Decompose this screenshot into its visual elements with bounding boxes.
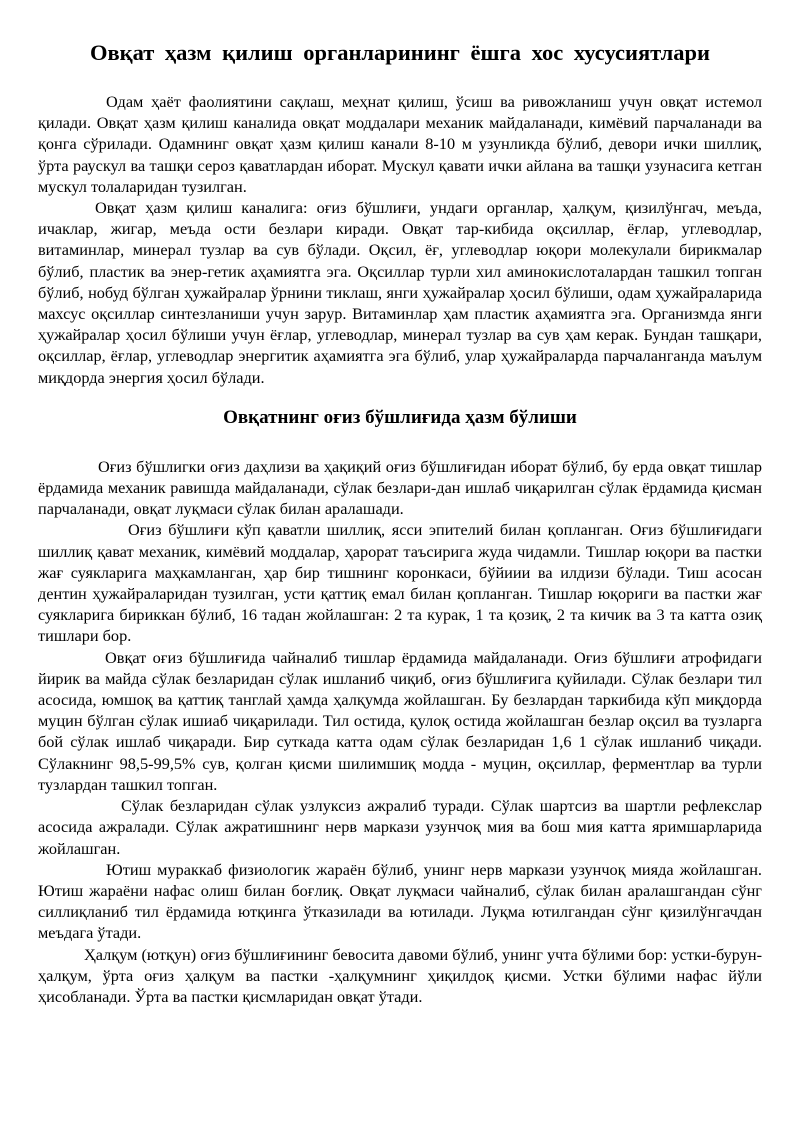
section-paragraph-5: Ютиш мураккаб физиологик жараён бўлиб, унинг нерв маркази узунчоқ мияда жойлашган. Ютиш жараёни нафас олиш билан боғлиқ. Овқат луқмаси чайналиб, сўлак билан аралашгандан сўнг силлиқланиб тил ёрдамида ютқинга ўтказилади ва ютилади. Луқма ютилгандан сўнг қизилўнгачдан меъдага ўтади. [38,859,762,943]
section-paragraph-4: Сўлак безларидан сўлак узлуксиз ажралиб туради. Сўлак шартсиз ва шартли рефлекслар асосида ажралади. Сўлак ажратишнинг нерв маркази узунчоқ мия ва бош мия катта яримшарларида жойлашган. [38,796,762,858]
section-heading: Овқатнинг оғиз бўшлиғида ҳазм бўлиши [223,406,577,428]
intro-paragraph-2: Овқат ҳазм қилиш каналига: оғиз бўшлиғи, ундаги органлар, ҳалқум, қизилўнгач, меъда, ичаклар, жигар, меъда ости безлари киради. Овқат тар-кибида оқсиллар, ёғлар, углеводлар, витаминлар, минерал тузлар ва сув бўлади. Оқсил, ёғ, углеводлар юқори молекулали бирикмалар бўлиб, пластик ва энер-гетик аҳамиятга эга. Оқсиллар турли хил аминокислоталардан ташкил топган бўлиб, нобуд бўлган ҳужайралар ўрнини тиклаш, янги ҳужайралар ҳосил бўлиши, одам ҳужайраларида махсус оқсиллар синтезланиши учун зарур. Витаминлар ҳам пластик аҳамиятга эга. Организмда янги ҳужайралар ҳосил бўлиши учун ёғлар, углеводлар, минерал тузлар ва сув ҳам керак. Бундан ташқари, оқсиллар, ёғлар, углеводлар энергитик аҳамиятга эга бўлиб, улар ҳужайраларда парчаланганда маълум миқдорда энергия ҳосил бўлади. [38,198,762,387]
section-paragraph-2: Оғиз бўшлиғи кўп қаватли шиллиқ, ясси эпителий билан қопланган. Оғиз бўшлиғидаги шиллиқ қават механик, кимёвий моддалар, ҳарорат таъсирига жуда чидамли. Тишлар юқори ва пастки жағ суякларига маҳкамланган, ҳар бир тишнинг коронкаси, бўйиии ва илдизи бўлади. Тиш асосан дентин ҳужайраларидан тузилган, усти қаттиқ емал билан қопланган. Тишлар юқориги ва пастки жағ суякларига бириккан бўлиб, 16 тадан жойлашган: 2 та курак, 1 та қозиқ, 2 та кичик ва 3 та катта озиқ тишлари бор. [38,520,762,646]
intro-paragraph-1: Одам ҳаёт фаолиятини сақлаш, меҳнат қилиш, ўсиш ва ривожланиш учун овқат истемол қилади. Овқат ҳазм қилиш каналида овқат моддалари механик майдаланади, кимёвий парчаланади ва қонга сўрилади. Одамнинг овқат ҳазм қилиш канали 8-10 м узунликда бўлиб, девори ички шиллиқ, ўрта раускул ва ташқи сероз қаватлардан иборат. Мускул қавати ички айлана ва ташқи узунасига кетган мускул толаларидан тузилган. [38,92,762,196]
document-page [38,28,762,1007]
section-paragraph-6: Ҳалқум (ютқун) оғиз бўшлиғининг бевосита давоми бўлиб, унинг учта бўлими бор: устки-бурун-ҳалқум, ўрта оғиз ҳалқум ва пастки -ҳалқумнинг ҳиқилдоқ қисми. Устки бўлими нафас йўли ҳисобланади. Ўрта ва пастки қисмларидан овқат ўтади. [38,944,762,1006]
section-paragraph-1: Оғиз бўшлигки оғиз даҳлизи ва ҳақиқий оғиз бўшлиғидан иборат бўлиб, бу ерда овқат тишлар ёрдамида механик равишда майдаланади, сўлак безлари-дан ишлаб чиқарилган сўлак ёрдамида қисман парчаланади, овқат луқмаси сўлак билан аралашади. [38,456,762,519]
section-paragraph-3: Овқат оғиз бўшлиғида чайналиб тишлар ёрдамида майдаланади. Оғиз бўшлиғи атрофидаги йирик ва майда сўлак безларидан сўлак ишланиб чиқиб, оғиз бўшлиғига қуйилади. Сўлак безлари тил асосида, юмшоқ ва қаттиқ танглай ҳамда ҳалқумда жойлашган. Бу безлардан таркибида кўп миқдорда муцин бўлган сўлак ишиаб чиқарилади. Тил остида, қулоқ остида жойлашган безлар оқсил ва тузларга бой сўлак ишлаб чиқаради. Бир суткада катта одам сўлак безларидан 1,6 1 сўлак ишланиб чиқади. Сўлакнинг 98,5-99,5% сув, қолган қисми шилимшиқ модда - муцин, оқсиллар, ферментлар ва турли тузлардан ташкил топган. [38,647,762,794]
document-title: Овқат ҳазм қилиш органларининг ёшга хос хусусиятлари [89,40,711,65]
